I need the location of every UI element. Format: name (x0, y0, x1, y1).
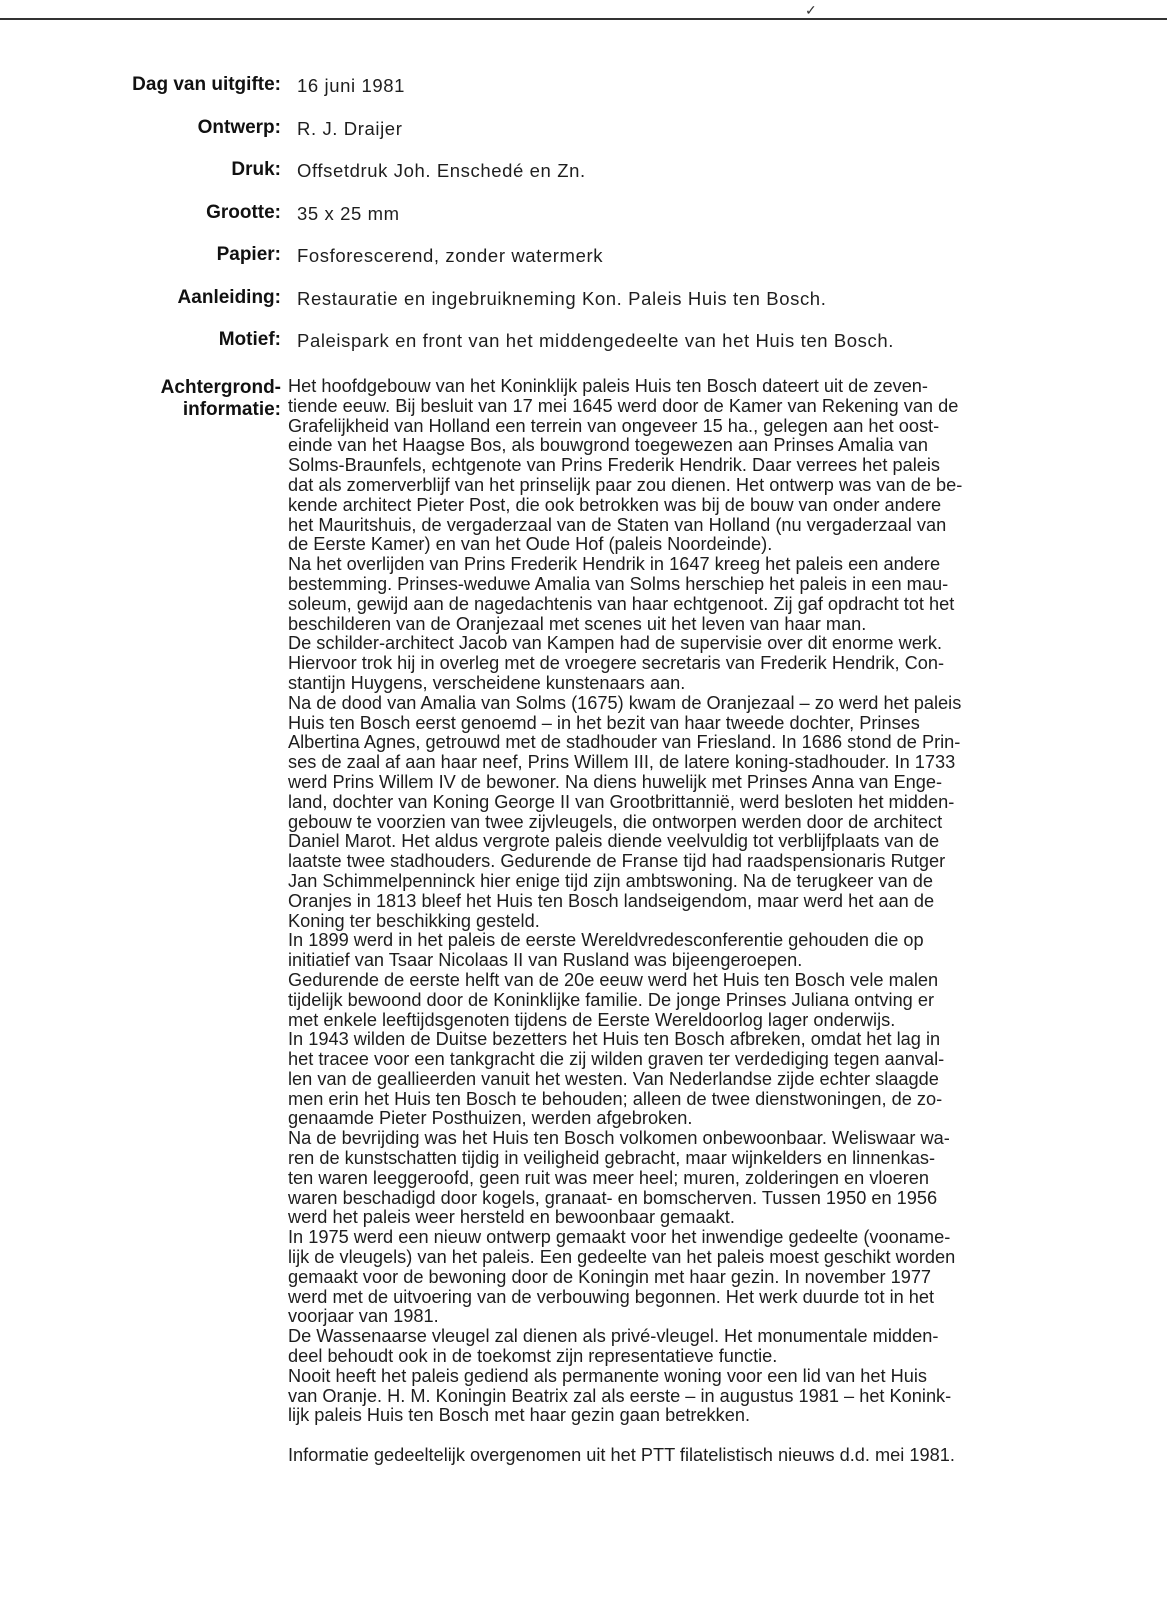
body-line: het Mauritshuis, de vergaderzaal van de Staten van Holland (nu vergaderzaal van (288, 514, 947, 535)
body-line: beschilderen van de Oranjezaal met scenes uit het leven van haar man. (288, 613, 867, 634)
field-label: Druk: (231, 159, 281, 180)
field-label: Ontwerp: (197, 116, 281, 138)
field-value: R. J. Draijer (297, 117, 403, 139)
body-line: tiende eeuw. Bij besluit van 17 mei 1645 werd door de Kamer van Rekening van de (288, 395, 959, 416)
field-row-design (0, 117, 1167, 160)
field-row-paper (0, 244, 1167, 287)
body-line: soleum, gewijd aan de nagedachtenis van haar echtgenoot. Zij gaf opdracht tot het (288, 593, 955, 614)
body-line: In 1943 wilden de Duitse bezetters het Huis ten Bosch afbreken, omdat het lag in (288, 1029, 941, 1050)
field-label: Papier: (216, 244, 281, 265)
paragraph-gap (288, 1426, 1078, 1446)
body-line: werd Prins Willem IV de bewoner. Na diens huwelijk met Prinses Anna van Enge- (288, 771, 943, 792)
field-label: Dag van uitgifte: (132, 74, 281, 95)
stamp-details (0, 74, 1167, 372)
source-note: Informatie gedeeltelijk overgenomen uit het PTT filatelistisch nieuws d.d. mei 1981. (288, 1445, 955, 1466)
body-line: waren beschadigd door kogels, granaat- en bomscherven. Tussen 1950 en 1956 (288, 1187, 938, 1208)
field-value: Restauratie en ingebruikneming Kon. Paleis Huis ten Bosch. (297, 287, 827, 309)
body-line: ses de zaal af aan haar neef, Prins Willem III, de latere koning-stadhouder. In 1733 (288, 752, 956, 773)
top-rule (0, 18, 1167, 20)
field-row-size (0, 202, 1167, 245)
field-value: 16 juni 1981 (297, 75, 406, 96)
body-line: stantijn Huygens, verscheidene kunstenaars aan. (288, 672, 686, 693)
field-row-motif (0, 329, 1167, 372)
body-line: tijdelijk bewoond door de Koninklijke familie. De jonge Prinses Juliana ontving er (288, 989, 935, 1010)
field-value: Paleispark en front van het middengedeelte van het Huis ten Bosch. (297, 330, 895, 351)
body-line: Huis ten Bosch eerst genoemd – in het bezit van haar tweede dochter, Prinses (288, 712, 920, 733)
body-line: gebouw te voorzien van twee zijvleugels, die ontworpen werden door de architect (288, 811, 943, 832)
body-line: laatste twee stadhouders. Gedurende de Franse tijd had raadspensionaris Rutger (288, 851, 946, 872)
body-line: De schilder-architect Jacob van Kampen had de supervisie over dit enorme werk. (288, 633, 943, 654)
field-value: Offsetdruk Joh. Enschedé en Zn. (297, 160, 586, 181)
body-line: gemaakt voor de bewoning door de Koningin met haar gezin. In november 1977 (288, 1266, 932, 1287)
body-line: Gedurende de eerste helft van de 20e eeuw werd het Huis ten Bosch vele malen (288, 969, 939, 990)
body-line: land, dochter van Koning George II van Grootbrittannië, werd besloten het midden- (288, 791, 955, 812)
body-line: initiatief van Tsaar Nicolaas II van Rusland was bijeengeroepen. (288, 950, 803, 971)
background-label-line: Achtergrond- (160, 377, 281, 398)
field-label: Grootte: (206, 201, 281, 223)
body-line: kende architect Pieter Post, die ook betrokken was bij de bouw van onder andere (288, 494, 942, 515)
body-line: Albertina Agnes, getrouwd met de stadhouder van Friesland. In 1686 stond de Prin- (288, 732, 961, 753)
field-row-issue-date (0, 74, 1167, 117)
body-line: dat als zomerverblijf van het prinselijk paar zou dienen. Het ontwerp was van de be- (288, 474, 963, 495)
body-line: lijk de vleugels) van het paleis. Een gedeelte van het paleis moest geschikt worden (288, 1247, 956, 1268)
field-row-print (0, 159, 1167, 202)
background-info-text (288, 377, 1078, 1466)
field-value: 35 x 25 mm (297, 202, 400, 224)
body-line: werd met de uitvoering van de verbouwing begonnen. Het werk duurde tot in het (288, 1286, 935, 1307)
body-line: met enkele leeftijdsgenoten tijdens de Eerste Wereldoorlog lager onderwijs. (288, 1009, 896, 1030)
body-line: Jan Schimmelpenninck hier enige tijd zijn ambtswoning. Na de terugkeer van de (288, 870, 933, 891)
body-line: len van de geallieerden vanuit het westen. Van Nederlandse zijde echter slaagde (288, 1068, 939, 1089)
pen-mark-icon: ✓ (805, 2, 817, 18)
background-label-line: informatie: (182, 399, 281, 420)
body-line: Solms-Braunfels, echtgenote van Prins Frederik Hendrik. Daar verrees het paleis (288, 455, 941, 476)
field-label: Motief: (218, 329, 281, 350)
body-line: deel behoudt ook in de toekomst zijn representatieve functie. (288, 1346, 778, 1367)
body-line: de Eerste Kamer) en van het Oude Hof (paleis Noordeinde). (288, 534, 773, 555)
body-line: einde van het Haagse Bos, als bouwgrond toegewezen aan Prinses Amalia van (288, 435, 929, 456)
body-line: Nooit heeft het paleis gediend als permanente woning voor een lid van het Huis (288, 1365, 927, 1386)
body-line: Grafelijkheid van Holland een terrein van ongeveer 15 ha., gelegen aan het oost- (288, 415, 940, 436)
body-line: In 1899 werd in het paleis de eerste Wereldvredesconferentie gehouden die op (288, 930, 924, 951)
field-value: Fosforescerend, zonder watermerk (297, 245, 604, 266)
field-label: Aanleiding: (177, 286, 281, 308)
body-line: genaamde Pieter Posthuizen, werden afgebroken. (288, 1108, 693, 1129)
body-line: ren de kunstschatten tijdig in veiligheid gebracht, maar wijnkelders en linnenkas- (288, 1148, 936, 1169)
body-line: Hiervoor trok hij in overleg met de vroegere secretaris van Frederik Hendrik, Con- (288, 653, 945, 674)
body-line: In 1975 werd een nieuw ontwerp gemaakt voor het inwendige gedeelte (vooname- (288, 1227, 951, 1248)
background-info-label (1, 377, 281, 421)
body-line: ten waren leeggeroofd, geen ruit was meer heel; muren, zolderingen en vloeren (288, 1167, 929, 1188)
body-line: Oranjes in 1813 bleef het Huis ten Bosch landseigendom, maar werd het aan de (288, 890, 935, 911)
body-line: Na het overlijden van Prins Frederik Hendrik in 1647 kreeg het paleis een andere (288, 554, 941, 575)
body-line: het tracee voor een tankgracht die zij wilden graven ter verdediging tegen aanval- (288, 1049, 945, 1070)
body-line: Koning ter beschikking gesteld. (288, 910, 540, 931)
body-line: Daniel Marot. Het aldus vergrote paleis diende veelvuldig tot verblijfplaats van de (288, 831, 940, 852)
field-row-occasion (0, 287, 1167, 330)
body-line: van Oranje. H. M. Koningin Beatrix zal als eerste – in augustus 1981 – het Konink- (288, 1385, 952, 1406)
body-line: voorjaar van 1981. (288, 1306, 439, 1327)
body-line: Na de bevrijding was het Huis ten Bosch volkomen onbewoonbaar. Weliswaar wa- (288, 1128, 950, 1149)
body-line: De Wassenaarse vleugel zal dienen als privé-vleugel. Het monumentale midden- (288, 1326, 939, 1347)
body-line: Het hoofdgebouw van het Koninklijk paleis Huis ten Bosch dateert uit de zeven- (288, 376, 928, 396)
body-line: men erin het Huis ten Bosch te behouden; alleen de twee dienstwoningen, de zo- (288, 1088, 943, 1109)
body-line: lijk paleis Huis ten Bosch met haar gezin gaan betrekken. (288, 1405, 751, 1426)
body-line: werd het paleis weer hersteld en bewoonbaar gemaakt. (288, 1207, 735, 1228)
body-line: Na de dood van Amalia van Solms (1675) kwam de Oranjezaal – zo werd het paleis (288, 692, 962, 713)
body-line: bestemming. Prinses-weduwe Amalia van Solms herschiep het paleis in een mau- (288, 573, 949, 594)
